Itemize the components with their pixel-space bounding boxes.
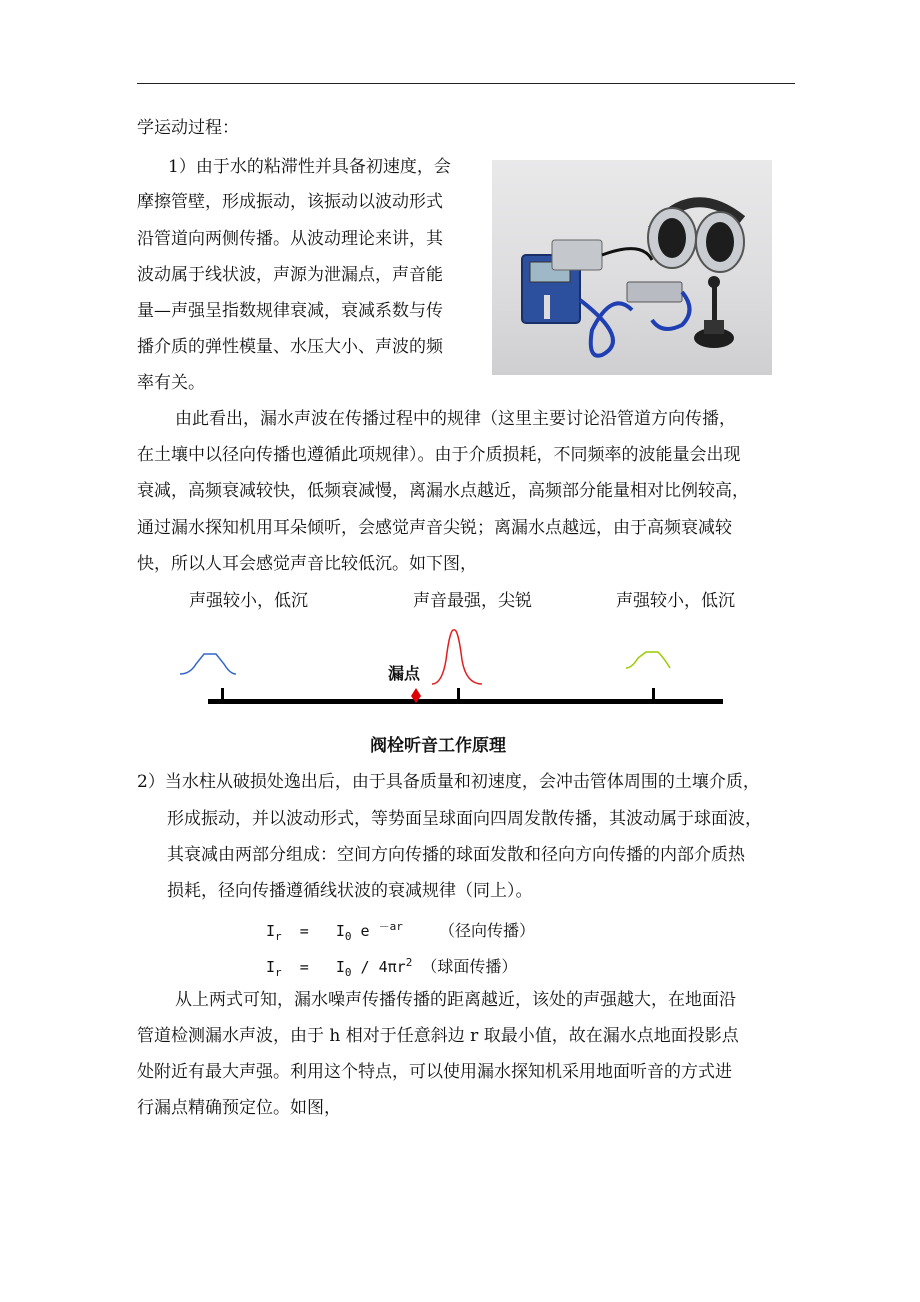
text-line: 由此看出，漏水声波在传播过程中的规律（这里主要讨论沿管道方向传播， [175,409,736,429]
text-line: 其衰减由两部分组成：空间方向传播的球面发散和径向方向传播的内部介质热 [167,845,745,865]
label-right: 声强较小，低沉 [616,591,735,611]
waveform-mid [432,630,482,684]
text-line: 量—声强呈指数规律衰减，衰减系数与传 [137,301,443,321]
formula-subscript: r [275,930,282,943]
text-line: 在土壤中以径向传播也遵循此项规律）。由于介质损耗，不同频率的波能量会出现 [137,445,741,465]
leak-detector-photo [492,160,772,375]
formula-exponent: 2 [405,956,413,969]
leak-sound-diagram [170,590,750,720]
formula-subscript: 0 [344,930,352,943]
waveform-right [626,652,670,668]
formula-radial [266,917,535,947]
label-left: 声强较小，低沉 [189,591,308,611]
formula-symbol: I [335,922,345,940]
text-line: 管道检测漏水声波，由于 h 相对于任意斜边 r 取最小值，故在漏水点地面投影点 [137,1026,739,1046]
sensor-tick-left [221,688,224,699]
leak-point-label: 漏点 [388,664,421,683]
figure-caption: 阀栓听音工作原理 [370,736,506,756]
text-line: 通过漏水探知机用耳朵倾听，会感觉声音尖锐；离漏水点越远，由于高频衰减较 [137,518,732,538]
text-line: 播介质的弹性模量、水压大小、声波的频 [137,337,443,357]
formula-symbol: I [266,958,276,976]
formula-equals: = [299,958,309,976]
formula-spherical [266,953,517,983]
text-line: 处附近有最大声强。利用这个特点，可以使用漏水探知机采用地面听音的方式进 [137,1062,732,1082]
formula-equals: = [299,922,309,940]
waveform-left [180,654,236,674]
text-line: 行漏点精确预定位。如图， [137,1098,341,1118]
sensor-tick-mid [457,688,460,699]
label-mid: 声音最强，尖锐 [413,591,532,611]
diagram-graphics [170,590,750,720]
text-line: 率有关。 [137,373,205,393]
text-line: 1）由于水的粘滞性并具备初速度，会 [168,157,451,177]
text-line: 波动属于线状波，声源为泄漏点，声音能 [137,265,443,285]
formula-note: （球面传播） [421,957,518,976]
formula-subscript: r [275,966,282,979]
formula-divisor: / 4πr [360,958,406,976]
sensor-tick-right [652,688,655,699]
text-line: 衰减，高频衰减较快，低频衰减慢，离漏水点越近，高频部分能量相对比例较高， [137,481,749,501]
header-rule [137,83,795,84]
formula-exp-base: e [360,922,370,940]
text-line: 从上两式可知，漏水噪声传播传播的距离越近，该处的声强越大，在地面沿 [175,990,736,1010]
text-line: 学运动过程： [137,118,239,138]
text-line: 损耗，径向传播遵循线状波的衰减规律（同上）。 [167,881,533,901]
text-line: 2）当水柱从破损处逸出后，由于具备质量和初速度，会冲击管体周围的土壤介质， [137,772,760,792]
text-line: 形成振动，并以波动形式，等势面呈球面向四周发散传播，其波动属于球面波， [167,809,762,829]
leak-detector-illustration [492,160,772,375]
formula-symbol: I [266,922,276,940]
text-line: 沿管道向两侧传播。从波动理论来讲，其 [137,229,443,249]
formula-symbol: I [335,958,345,976]
pipe-line [208,699,723,704]
text-line: 快，所以人耳会感觉声音比较低沉。如下图， [137,554,477,574]
formula-note: （径向传播） [438,921,535,940]
formula-exponent: －ar [378,920,403,933]
formula-subscript: 0 [344,966,352,979]
text-line: 摩擦管壁，形成振动，该振动以波动形式 [137,192,443,212]
